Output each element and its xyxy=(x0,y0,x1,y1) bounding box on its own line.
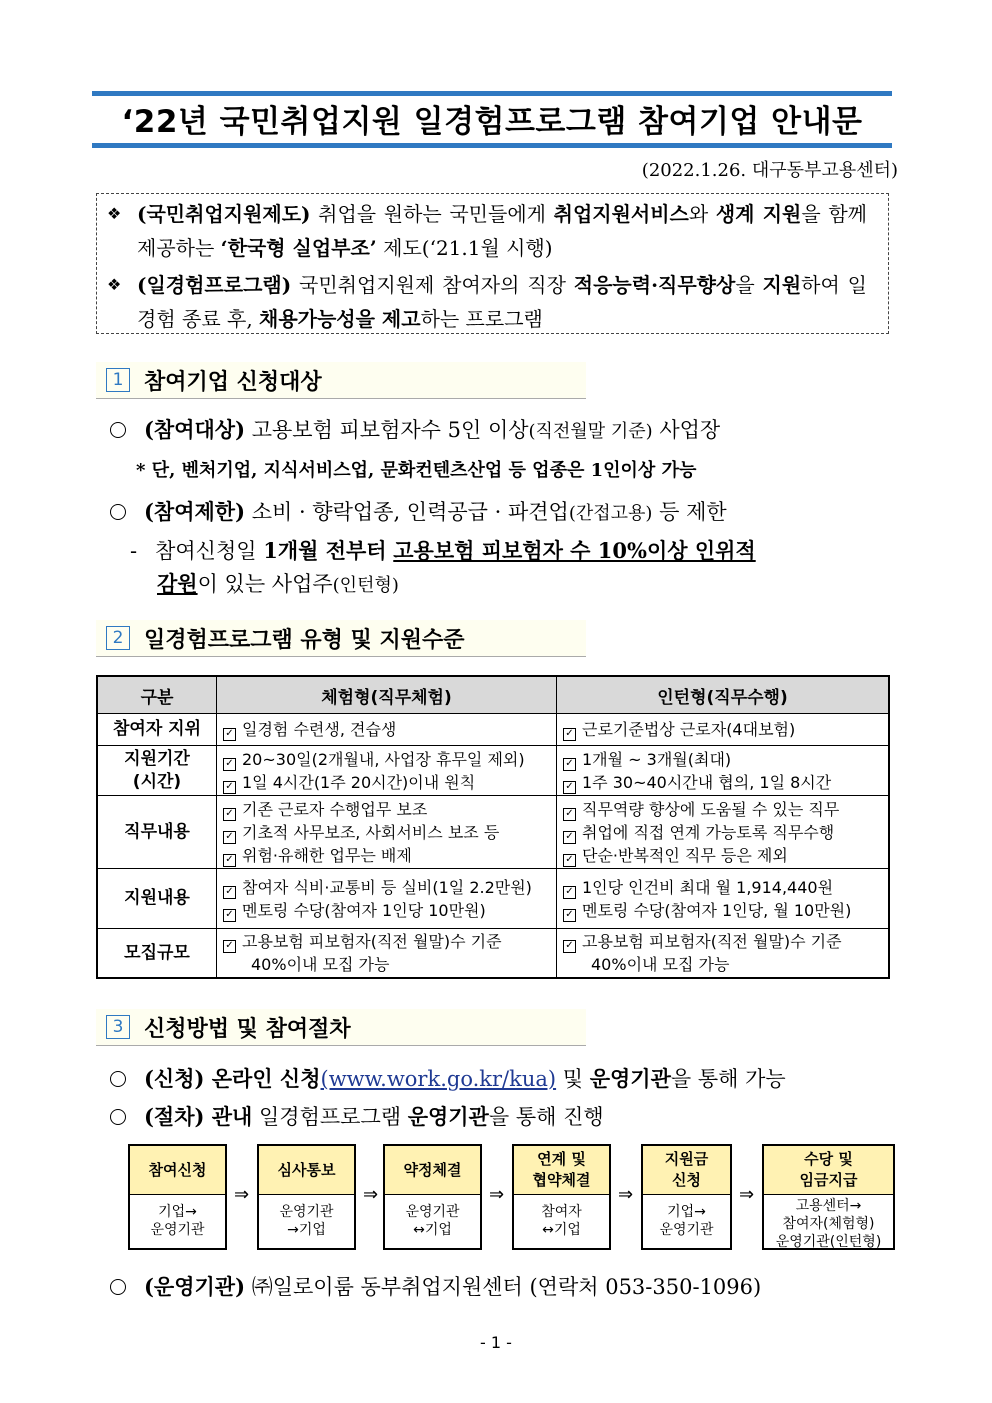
intro-bullet-2: ❖ (일경험프로그램) 국민취업지원제 참여자의 직장 적응능력·직무향상을 지원하여 일경험 종료 후, 채용가능성을 제고하는 프로그램 xyxy=(107,268,867,336)
step-title-line: 약정체결 xyxy=(403,1160,462,1179)
table-row xyxy=(97,746,889,796)
checklist-text: 단순·반복적인 직무 등은 제외 xyxy=(582,845,788,865)
table-row xyxy=(97,869,889,929)
checklist-item xyxy=(223,876,550,899)
circle-bullet-icon xyxy=(110,504,126,520)
page-number: - 1 - xyxy=(480,1333,512,1352)
s1-restriction-line: (참여제한) 소비 · 향락업종, 인력공급 · 파견업(간접고용) 등 제한 xyxy=(110,496,727,526)
row-label-text: 모집규모 xyxy=(124,942,190,963)
experience-type-cell xyxy=(217,714,557,746)
row-label-text: 참여자 지위 xyxy=(112,719,202,739)
intern-type-cell xyxy=(557,714,890,746)
step-desc-line: 운영기관 xyxy=(659,1222,714,1238)
checkbox-checked-icon: ✓ xyxy=(563,808,576,821)
procedure-step xyxy=(128,1144,227,1250)
issue-date: (2022.1.26. 대구동부고용센터) xyxy=(641,160,898,181)
procedure-step xyxy=(641,1144,732,1250)
row-label xyxy=(97,869,217,929)
diamond-bullet-icon: ❖ xyxy=(107,275,122,294)
row-label-text: 직무내용 xyxy=(124,821,190,842)
checklist-text: 참여자 식비·교통비 등 실비(1일 2.2만원) xyxy=(242,877,532,897)
row-label-text: 지원기간 xyxy=(124,748,190,769)
intern-type-cell xyxy=(557,796,890,869)
checklist-text: 1일 4시간(1주 20시간)이내 원칙 xyxy=(242,772,476,792)
step-desc-line: →기업 xyxy=(287,1222,326,1238)
step-title-line: 참여신청 xyxy=(148,1160,207,1179)
procedure-step-title xyxy=(130,1146,225,1195)
section-heading-3 xyxy=(96,1009,586,1046)
step-title-line: 연계 및 xyxy=(537,1150,586,1168)
procedure-step-title xyxy=(514,1146,609,1195)
flow-arrow-icon: ⇒ xyxy=(739,1184,755,1205)
checklist-text: 기존 근로자 수행업무 보조 xyxy=(242,799,428,819)
s1-restriction-detail: - 참여신청일 1개월 전부터 고용보험 피보험자 수 10%이상 인위적 xyxy=(130,538,756,563)
checklist-text: 직무역량 향상에 도움될 수 있는 직무 xyxy=(582,799,840,819)
experience-type-cell xyxy=(217,929,557,979)
section-heading-2 xyxy=(96,620,586,657)
step-title-line: 협약체결 xyxy=(532,1171,591,1189)
checkbox-checked-icon: ✓ xyxy=(223,758,236,771)
checklist-text: 일경험 수련생, 견습생 xyxy=(242,720,397,739)
intro-term: (국민취업지원제도) xyxy=(137,202,311,226)
experience-type-cell xyxy=(217,746,557,796)
step-desc-line: 운영기관 xyxy=(279,1204,334,1220)
section-number: 3 xyxy=(106,1015,130,1039)
step-desc-line: ↔기업 xyxy=(413,1222,452,1238)
checklist-text: 40%이내 모집 가능 xyxy=(591,955,730,974)
checkbox-checked-icon: ✓ xyxy=(563,758,576,771)
procedure-step-title xyxy=(764,1146,893,1195)
checklist-text: 1주 30~40시간내 협의, 1일 8시간 xyxy=(582,772,832,792)
step-desc-line: 운영기관(인턴형) xyxy=(775,1234,882,1250)
checkbox-checked-icon: ✓ xyxy=(223,886,236,899)
checkbox-checked-icon: ✓ xyxy=(563,781,576,794)
experience-type-cell xyxy=(217,869,557,929)
step-desc-line: 기업→ xyxy=(158,1204,197,1220)
checklist-item xyxy=(563,930,882,953)
intro-term: (일경험프로그램) xyxy=(137,273,292,297)
procedure-step xyxy=(762,1144,895,1250)
step-desc-line: 기업→ xyxy=(667,1204,706,1220)
s1-note: * 단, 벤처기업, 지식서비스업, 문화컨텐츠산업 등 업종은 1인이상 가능 xyxy=(136,460,697,481)
checklist-item xyxy=(563,953,882,976)
program-comparison-table xyxy=(96,675,890,979)
checklist-item xyxy=(223,771,550,794)
checklist-text: 1인당 인건비 최대 월 1,914,440원 xyxy=(582,877,834,897)
step-desc-line: 참여자 xyxy=(541,1204,582,1220)
row-label xyxy=(97,929,217,979)
checklist-item xyxy=(223,798,550,821)
experience-type-cell xyxy=(217,796,557,869)
section-label: 일경험프로그램 유형 및 지원수준 xyxy=(144,628,465,653)
checkbox-checked-icon: ✓ xyxy=(223,854,236,867)
row-label-text: (시간) xyxy=(132,771,182,792)
checklist-item xyxy=(223,748,550,771)
checklist-text: 고용보험 피보험자(직전 월말)수 기준 xyxy=(242,932,502,951)
procedure-step xyxy=(257,1144,356,1250)
step-desc-line: 운영기관 xyxy=(405,1204,460,1220)
checklist-text: 고용보험 피보험자(직전 월말)수 기준 xyxy=(582,932,842,951)
checklist-text: 멘토링 수당(참여자 1인당 10만원) xyxy=(242,900,486,920)
checklist-item xyxy=(563,771,882,794)
checkbox-checked-icon: ✓ xyxy=(563,831,576,844)
circle-bullet-icon xyxy=(110,1071,126,1087)
checklist-item xyxy=(223,718,550,741)
checklist-item xyxy=(563,718,882,741)
table-header: 체험형(직무체험) xyxy=(217,676,557,714)
s3-procedure-line: (절차) 관내 일경험프로그램 운영기관을 통해 진행 xyxy=(110,1101,604,1131)
checkbox-checked-icon: ✓ xyxy=(563,940,576,953)
section-label: 참여기업 신청대상 xyxy=(144,370,322,395)
step-desc-line: 참여자(체험형) xyxy=(782,1216,875,1232)
checklist-text: 1개월 ~ 3개월(최대) xyxy=(582,749,732,769)
table-row xyxy=(97,714,889,746)
intro-box xyxy=(96,193,889,334)
procedure-step xyxy=(383,1144,482,1250)
checklist-text: 멘토링 수당(참여자 1인당, 월 10만원) xyxy=(582,900,852,920)
checkbox-checked-icon: ✓ xyxy=(563,909,576,922)
checkbox-checked-icon: ✓ xyxy=(223,728,236,741)
circle-bullet-icon xyxy=(110,1109,126,1125)
procedure-step-desc xyxy=(385,1195,480,1239)
flow-arrow-icon: ⇒ xyxy=(363,1184,379,1205)
flow-arrow-icon: ⇒ xyxy=(618,1184,634,1205)
s1-restriction-detail-2: 감원이 있는 사업주(인턴형) xyxy=(157,571,399,596)
step-title-line: 수당 및 xyxy=(804,1150,853,1168)
checklist-item xyxy=(563,798,882,821)
checklist-text: 취업에 직접 연계 가능토록 직무수행 xyxy=(582,822,835,842)
checklist-text: 기초적 사무보조, 사회서비스 보조 등 xyxy=(242,822,500,842)
checklist-item xyxy=(223,844,550,867)
s3-apply-line: (신청) 온라인 신청(www.work.go.kr/kua) 및 운영기관을 통해 가능 xyxy=(110,1063,786,1093)
procedure-step-title xyxy=(259,1146,354,1195)
intern-type-cell xyxy=(557,929,890,979)
s3-operator-line: (운영기관) ㈜일로이룸 동부취업지원센터 (연락처 053-350-1096) xyxy=(110,1271,761,1301)
step-title-line: 신청 xyxy=(672,1171,701,1189)
checklist-item xyxy=(223,821,550,844)
checklist-text: 20~30일(2개월내, 사업장 휴무일 제외) xyxy=(242,749,525,769)
checklist-item xyxy=(563,821,882,844)
procedure-step-title xyxy=(643,1146,730,1195)
step-desc-line: 운영기관 xyxy=(150,1222,205,1238)
step-desc-line: 고용센터→ xyxy=(795,1198,862,1214)
intro-bullet-1: ❖ (국민취업지원제도) 취업을 원하는 국민들에게 취업지원서비스와 생계 지원을 함께 제공하는 ‘한국형 실업부조’ 제도(‘21.1월 시행) xyxy=(107,197,867,265)
checklist-item xyxy=(223,953,550,976)
step-title-line: 지원금 xyxy=(664,1150,709,1168)
checklist-item xyxy=(223,930,550,953)
circle-bullet-icon xyxy=(110,1279,126,1295)
checkbox-checked-icon: ✓ xyxy=(223,781,236,794)
checklist-item xyxy=(563,899,882,922)
section-number: 1 xyxy=(106,368,130,392)
procedure-step-desc xyxy=(514,1195,609,1239)
intern-type-cell xyxy=(557,869,890,929)
step-title-line: 심사통보 xyxy=(277,1160,336,1179)
worknet-link[interactable]: (www.work.go.kr/kua) xyxy=(320,1067,557,1091)
checkbox-checked-icon: ✓ xyxy=(563,728,576,741)
table-header-row xyxy=(97,676,889,714)
procedure-step-desc xyxy=(130,1195,225,1239)
checklist-text: 40%이내 모집 가능 xyxy=(251,955,390,974)
step-desc-line: ↔기업 xyxy=(542,1222,581,1238)
procedure-step-title xyxy=(385,1146,480,1195)
checklist-item xyxy=(563,748,882,771)
checklist-item xyxy=(223,899,550,922)
table-row xyxy=(97,796,889,869)
page-title: ‘22년 국민취업지원 일경험프로그램 참여기업 안내문 xyxy=(121,104,863,140)
checklist-item xyxy=(563,844,882,867)
checkbox-checked-icon: ✓ xyxy=(223,940,236,953)
procedure-step xyxy=(512,1144,611,1250)
section-label: 신청방법 및 참여절차 xyxy=(144,1017,351,1042)
table-header: 구분 xyxy=(97,676,217,714)
step-title-line: 임금지급 xyxy=(799,1171,858,1189)
procedure-step-desc xyxy=(259,1195,354,1239)
s1-target-line: (참여대상) 고용보험 피보험자수 5인 이상(직전월말 기준) 사업장 xyxy=(110,414,720,444)
section-heading-1 xyxy=(96,362,586,399)
intern-type-cell xyxy=(557,746,890,796)
diamond-bullet-icon: ❖ xyxy=(107,204,122,223)
flow-arrow-icon: ⇒ xyxy=(234,1184,250,1205)
table-row xyxy=(97,929,889,979)
checkbox-checked-icon: ✓ xyxy=(563,886,576,899)
checkbox-checked-icon: ✓ xyxy=(563,854,576,867)
procedure-step-desc xyxy=(643,1195,730,1239)
section-number: 2 xyxy=(106,626,130,650)
title-bottom-rule xyxy=(92,143,892,148)
checklist-text: 위험·유해한 업무는 배제 xyxy=(242,845,412,865)
checkbox-checked-icon: ✓ xyxy=(223,808,236,821)
row-label xyxy=(97,714,217,746)
checkbox-checked-icon: ✓ xyxy=(223,909,236,922)
procedure-step-desc xyxy=(764,1195,893,1251)
row-label-text: 지원내용 xyxy=(124,888,190,908)
checklist-item xyxy=(563,876,882,899)
checklist-text: 근로기준법상 근로자(4대보험) xyxy=(582,720,796,739)
row-label xyxy=(97,796,217,869)
circle-bullet-icon xyxy=(110,422,126,438)
table-header: 인턴형(직무수행) xyxy=(557,676,890,714)
checkbox-checked-icon: ✓ xyxy=(223,831,236,844)
flow-arrow-icon: ⇒ xyxy=(489,1184,505,1205)
row-label xyxy=(97,746,217,796)
